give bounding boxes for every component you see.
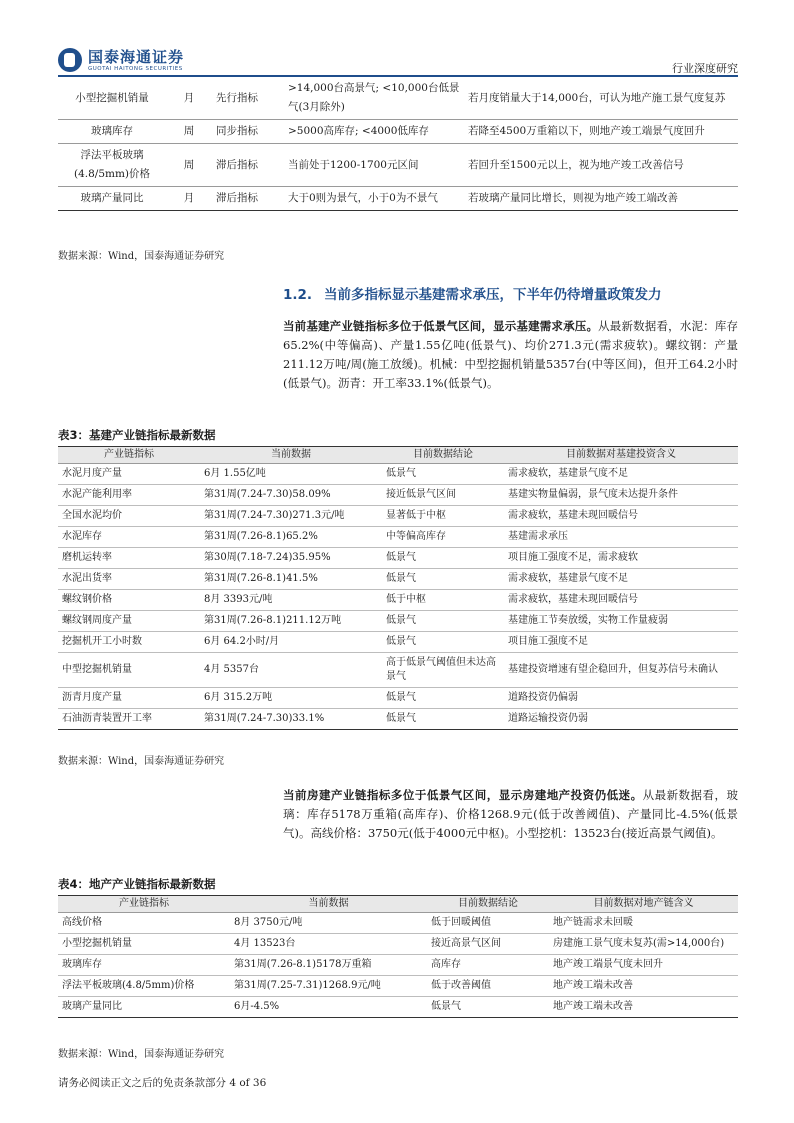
table-cell: 低于回暖阈值 [427,913,549,934]
table-cell: 周 [166,144,212,187]
paragraph-lead: 当前房建产业链指标多位于低景气区间，显示房建地产投资仍低迷。 [283,788,643,802]
table-cell: 高线价格 [58,913,230,934]
table-cell: 道路运输投资仍弱 [504,709,738,730]
table-cell: 道路投资仍偏弱 [504,688,738,709]
table-cell: 第31周(7.24-7.30)33.1% [200,709,382,730]
table-cell: 低景气 [382,464,504,485]
table-cell: 挖掘机开工小时数 [58,632,200,653]
table-cell: 低景气 [382,611,504,632]
table-cell: 低于改善阈值 [427,976,549,997]
table-cell: 地产竣工端未改善 [549,976,738,997]
body-paragraph [283,317,738,393]
table-header-row [58,447,738,464]
table-cell: 石油沥青装置开工率 [58,709,200,730]
table-cell: 基建施工节奏放缓，实物工作量疲弱 [504,611,738,632]
table-cell: 玻璃产量同比 [58,187,166,211]
table-cell: 同步指标 [212,120,284,144]
table-cell: 第31周(7.26-8.1)65.2% [200,527,382,548]
table-cell: 8月 3750元/吨 [230,913,427,934]
table-row [58,548,738,569]
table-cell: 滞后指标 [212,144,284,187]
column-header: 目前数据对地产链含义 [549,896,738,913]
table-cell: 第31周(7.24-7.30)58.09% [200,485,382,506]
table-cell: 低于中枢 [382,590,504,611]
table-cell: 4月 13523台 [230,934,427,955]
table-cell: >5000高库存; <4000低库存 [284,120,464,144]
table-cell: 高库存 [427,955,549,976]
table-row [58,144,738,187]
table-cell: 接近高景气区间 [427,934,549,955]
table-cell: 小型挖掘机销量 [58,77,166,120]
table-row [58,464,738,485]
table-cell: 月 [166,187,212,211]
table-cell: 螺纹钢价格 [58,590,200,611]
column-header: 产业链指标 [58,896,230,913]
table-cell: 若月度销量大于14,000台，可认为地产施工景气度复苏 [464,77,738,120]
table-row [58,976,738,997]
table-cell: 第31周(7.26-8.1)41.5% [200,569,382,590]
logo-icon [58,48,82,72]
table-cell: 第30周(7.18-7.24)35.95% [200,548,382,569]
table-cell: 浮法平板玻璃(4.8/5mm)价格 [58,144,166,187]
table-cell: 水泥产能利用率 [58,485,200,506]
table-cell: 小型挖掘机销量 [58,934,230,955]
table-cell: 当前处于1200-1700元区间 [284,144,464,187]
table-cell: 周 [166,120,212,144]
paragraph-lead: 当前基建产业链指标多位于低景气区间，显示基建需求承压。 [283,319,599,333]
column-header: 当前数据 [200,447,382,464]
table-cell: 玻璃库存 [58,955,230,976]
table-cell: 接近低景气区间 [382,485,504,506]
table-cell: 低景气 [382,709,504,730]
table-cell: 高于低景气阈值但未达高景气 [382,653,504,688]
table-cell: 大于0则为景气，小于0为不景气 [284,187,464,211]
table-row [58,997,738,1018]
page-footer: 请务必阅读正文之后的免责条款部分 4 of 36 [58,1077,267,1089]
table-cell: 地产链需求未回暖 [549,913,738,934]
table-cell: 6月-4.5% [230,997,427,1018]
table-cell: 若玻璃产量同比增长，则视为地产竣工端改善 [464,187,738,211]
table-row [58,934,738,955]
table-cell: 6月 64.2小时/月 [200,632,382,653]
column-header: 目前数据结论 [427,896,549,913]
table-cell: 房建施工景气度未复苏(需>14,000台) [549,934,738,955]
table-row [58,77,738,120]
table-row [58,611,738,632]
infrastructure-indicator-table [58,446,738,730]
table-cell: 需求疲软，基建景气度不足 [504,464,738,485]
table-row [58,653,738,688]
table-cell: 滞后指标 [212,187,284,211]
table-cell: 基建实物量偏弱，景气度未达提升条件 [504,485,738,506]
table-row [58,632,738,653]
body-paragraph [283,786,738,843]
table-cell: 水泥月度产量 [58,464,200,485]
table-cell: 需求疲软，基建未现回暖信号 [504,506,738,527]
table-cell: 项目施工强度不足 [504,632,738,653]
table-cell: 玻璃库存 [58,120,166,144]
table-cell: 基建投资增速有望企稳回升，但复苏信号未确认 [504,653,738,688]
table-cell: 水泥库存 [58,527,200,548]
table-cell: 中型挖掘机销量 [58,653,200,688]
paragraph-text: 从最新数据看，玻璃：库存5178万重箱(高库存)、价格1268.9元(低于改善阈值)、产量同比-4.5%(低景气)。高线价格：3750元(低于4000元中枢)。小型挖机：13523台(接近高景气阈值)。 [283,788,738,840]
table-row [58,955,738,976]
table-cell: 低景气 [382,548,504,569]
column-header: 产业链指标 [58,447,200,464]
table-cell: 第31周(7.25-7.31)1268.9元/吨 [230,976,427,997]
table-cell: 第31周(7.24-7.30)271.3元/吨 [200,506,382,527]
report-type-label: 行业深度研究 [672,62,738,75]
table-cell: 若降至4500万重箱以下，则地产竣工端景气度回升 [464,120,738,144]
column-header: 当前数据 [230,896,427,913]
table-cell: 8月 3393元/吨 [200,590,382,611]
table-cell: 需求疲软，基建未现回暖信号 [504,590,738,611]
company-logo [58,48,184,72]
table-cell: 4月 5357台 [200,653,382,688]
table-row [58,187,738,211]
table-row [58,120,738,144]
table-row [58,569,738,590]
paragraph-text: 从最新数据看，水泥：库存65.2%(中等偏高)、产量1.55亿吨(低景气)、均价271.3元(需求疲软)。螺纹钢：产量211.12万吨/周(施工放缓)。机械：中型挖掘机销量5357台(中等区间)，但开工64.2小时(低景气)。沥青：开工率33.1%(低景气)。 [283,319,739,390]
logo-name-en: GUOTAI HAITONG SECURITIES [88,65,183,72]
table-caption: 表4：地产产业链指标最新数据 [58,877,216,891]
table-cell: 浮法平板玻璃(4.8/5mm)价格 [58,976,230,997]
source-note: 数据来源：Wind，国泰海通证券研究 [58,1049,225,1060]
table-cell: 第31周(7.26-8.1)5178万重箱 [230,955,427,976]
table-cell: 水泥出货率 [58,569,200,590]
page-header [58,46,738,78]
section-title: 当前多指标显示基建需求承压，下半年仍待增量政策发力 [324,287,662,303]
table-caption: 表3：基建产业链指标最新数据 [58,428,216,442]
table-cell: 玻璃产量同比 [58,997,230,1018]
table-header-row [58,896,738,913]
section-heading [283,283,674,303]
real-estate-indicator-table [58,895,738,1018]
table-row [58,590,738,611]
table-cell: 月 [166,77,212,120]
table-cell: >14,000台高景气; <10,000台低景气(3月除外) [284,77,464,120]
logo-name-cn: 国泰海通证券 [88,47,185,66]
table-cell: 基建需求承压 [504,527,738,548]
table-row [58,506,738,527]
table-cell: 低景气 [382,569,504,590]
table-cell: 磨机运转率 [58,548,200,569]
column-header: 目前数据对基建投资含义 [504,447,738,464]
table-cell: 地产竣工端未改善 [549,997,738,1018]
column-header: 目前数据结论 [382,447,504,464]
table-cell: 全国水泥均价 [58,506,200,527]
table-cell: 显著低于中枢 [382,506,504,527]
table-cell: 若回升至1500元以上，视为地产竣工改善信号 [464,144,738,187]
section-number: 1.2. [283,287,313,303]
table-cell: 6月 315.2万吨 [200,688,382,709]
table-cell: 第31周(7.26-8.1)211.12万吨 [200,611,382,632]
table-cell: 6月 1.55亿吨 [200,464,382,485]
table-cell: 螺纹钢周度产量 [58,611,200,632]
table-row [58,527,738,548]
table-row [58,688,738,709]
table-row [58,709,738,730]
table-cell: 低景气 [427,997,549,1018]
source-note: 数据来源：Wind，国泰海通证券研究 [58,756,225,767]
table-row [58,913,738,934]
table-cell: 低景气 [382,688,504,709]
table-cell: 项目施工强度不足，需求疲软 [504,548,738,569]
table-cell: 地产竣工端景气度未回升 [549,955,738,976]
table-cell: 先行指标 [212,77,284,120]
indicator-table-continued [58,77,738,211]
table-cell: 低景气 [382,632,504,653]
table-cell: 沥青月度产量 [58,688,200,709]
table-row [58,485,738,506]
source-note: 数据来源：Wind，国泰海通证券研究 [58,251,225,262]
table-cell: 中等偏高库存 [382,527,504,548]
table-cell: 需求疲软，基建景气度不足 [504,569,738,590]
